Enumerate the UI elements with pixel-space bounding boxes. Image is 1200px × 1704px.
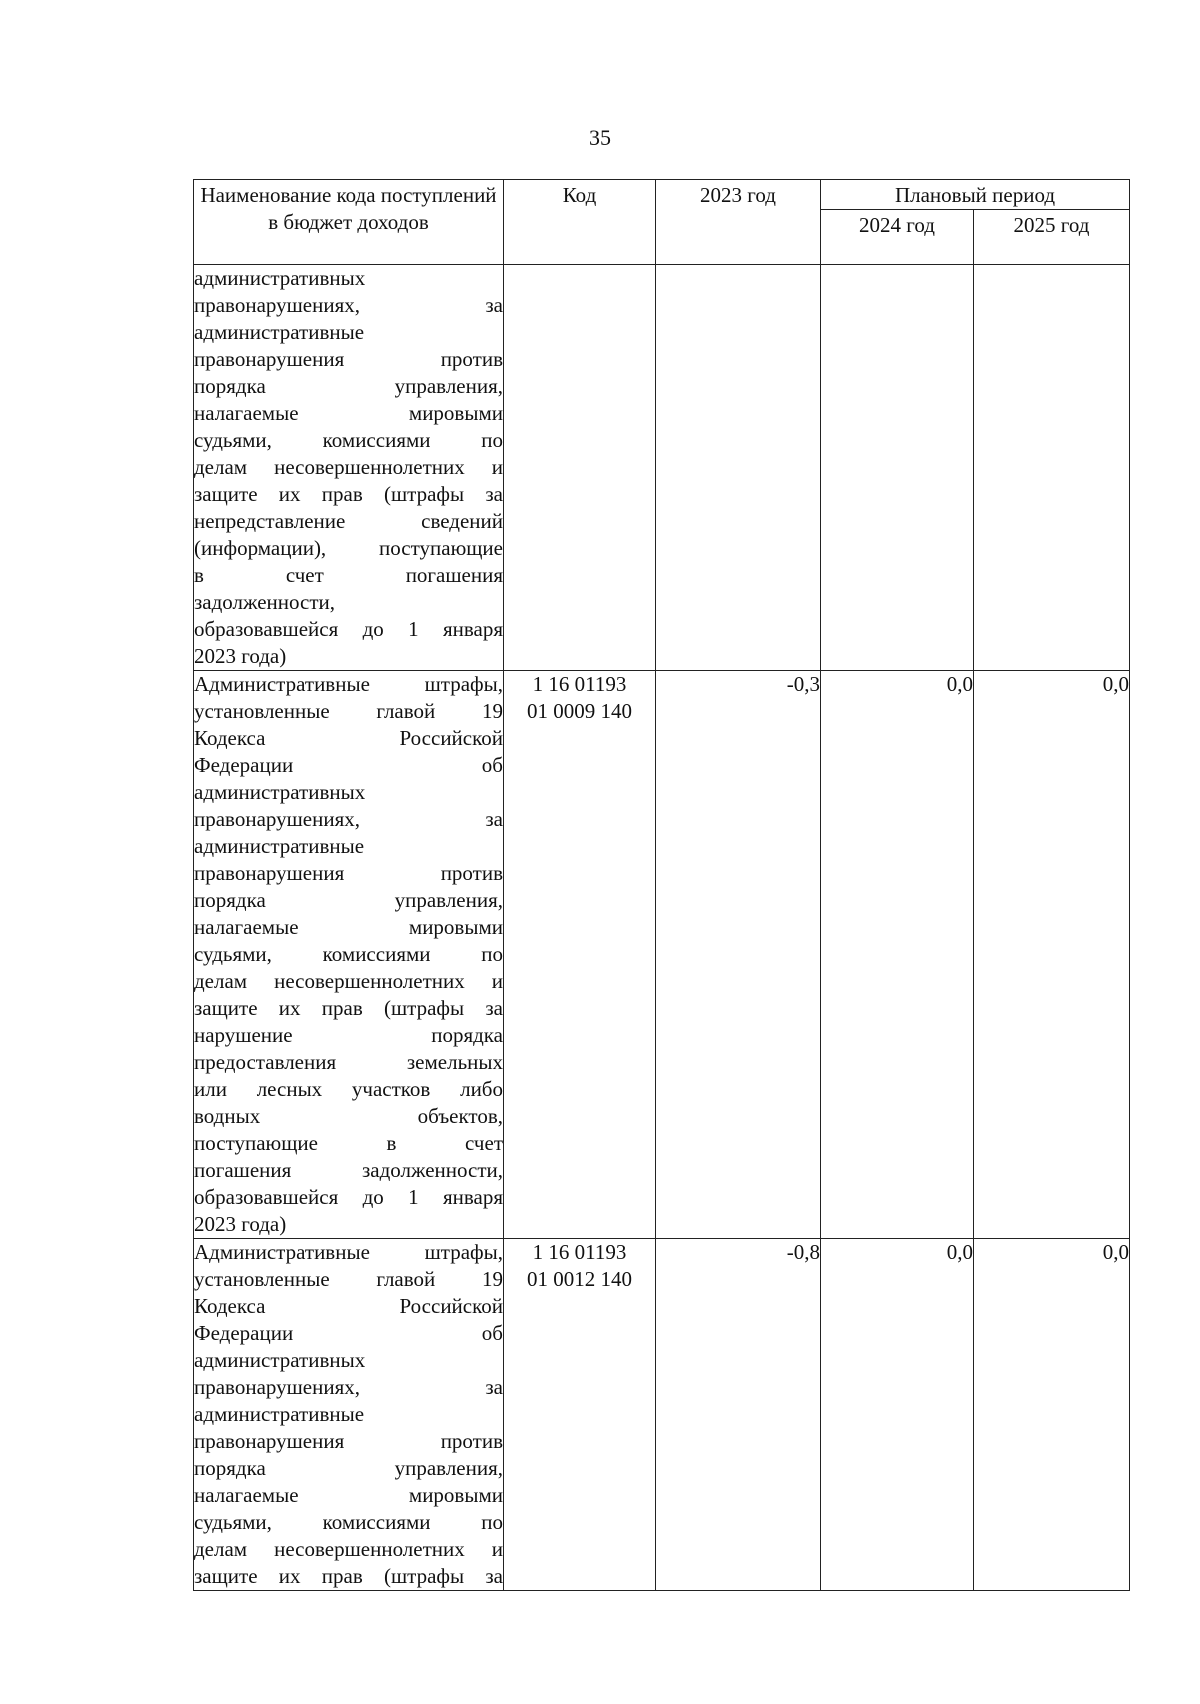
name-line: судьями, комиссиями по [194,942,503,966]
name-line: административные [194,320,365,344]
row-value-y2025 [974,265,1130,671]
name-line: правонарушениях, за [194,1375,503,1399]
name-line: правонарушениях, за [194,807,503,831]
page-number: 35 [589,125,611,150]
name-line: административные [194,1402,365,1426]
row-code-cell [504,671,656,1239]
name-line: налагаемые мировыми [194,401,503,425]
name-line: предоставления земельных [194,1050,503,1074]
name-line: Кодекса Российской [194,1294,503,1318]
name-line: правонарушения против [194,347,503,371]
row-name-cell [194,1239,504,1591]
revenue-table [193,179,1130,1591]
row-name-cell [194,671,504,1239]
code-line: 01 0012 140 [527,1267,632,1291]
code-line: 1 16 01193 [532,1240,627,1264]
header-year-2023: 2023 год [656,180,821,265]
name-line: порядка управления, [194,888,503,912]
row-value-y2023: -0,3 [656,671,821,1239]
row-code-cell [504,1239,656,1591]
row-value-y2025: 0,0 [974,671,1130,1239]
name-line: порядка управления, [194,374,503,398]
name-line: в счет погашения [194,563,503,587]
name-line: поступающие в счет [194,1131,503,1155]
name-line: судьями, комиссиями по [194,428,503,452]
row-value-y2024 [821,265,974,671]
name-line: административные [194,834,365,858]
row-value-y2024: 0,0 [821,671,974,1239]
name-line: установленные главой 19 [194,699,503,723]
row-code-cell [504,265,656,671]
name-line: правонарушения против [194,861,503,885]
name-line: делам несовершеннолетних и [194,969,503,993]
name-line: водных объектов, [194,1104,503,1128]
name-line: административных [194,1348,366,1372]
name-line: порядка управления, [194,1456,503,1480]
name-line: административных [194,780,366,804]
name-line: установленные главой 19 [194,1267,503,1291]
row-value-y2023 [656,265,821,671]
row-value-y2024: 0,0 [821,1239,974,1591]
name-line: (информации), поступающие [194,536,503,560]
name-line: защите их прав (штрафы за [194,482,503,506]
name-line: Кодекса Российской [194,726,503,750]
name-line: образовавшейся до 1 января [194,1185,503,1209]
name-line: защите их прав (штрафы за [194,1564,503,1588]
name-line: Федерации об [194,753,503,777]
name-line: нарушение порядка [194,1023,503,1047]
name-line: или лесных участков либо [194,1077,503,1101]
name-line: налагаемые мировыми [194,1483,503,1507]
header-year-2025: 2025 год [974,210,1130,265]
name-line: делам несовершеннолетних и [194,1537,503,1561]
name-line: судьями, комиссиями по [194,1510,503,1534]
code-line: 01 0009 140 [527,699,632,723]
name-line: Федерации об [194,1321,503,1345]
name-line: налагаемые мировыми [194,915,503,939]
name-line: 2023 года) [194,644,287,668]
header-name: Наименование кода поступлений в бюджет доходов [194,180,504,265]
table-row [194,671,1130,1239]
table-row [194,265,1130,671]
name-line: погашения задолженности, [194,1158,503,1182]
name-line: правонарушения против [194,1429,503,1453]
header-year-2024: 2024 год [821,210,974,265]
row-value-y2025: 0,0 [974,1239,1130,1591]
name-line: правонарушениях, за [194,293,503,317]
name-line: Административные штрафы, [194,672,503,696]
table-body [194,265,1130,1591]
header-plan-period: Плановый период [821,180,1130,210]
name-line: защите их прав (штрафы за [194,996,503,1020]
header-code: Код [504,180,656,265]
code-line: 1 16 01193 [532,672,627,696]
name-line: непредставление сведений [194,509,503,533]
row-value-y2023: -0,8 [656,1239,821,1591]
row-name-cell [194,265,504,671]
name-line: делам несовершеннолетних и [194,455,503,479]
name-line: административных [194,266,366,290]
name-line: задолженности, [194,590,336,614]
name-line: 2023 года) [194,1212,287,1236]
table-row [194,1239,1130,1591]
name-line: образовавшейся до 1 января [194,617,503,641]
name-line: Административные штрафы, [194,1240,503,1264]
